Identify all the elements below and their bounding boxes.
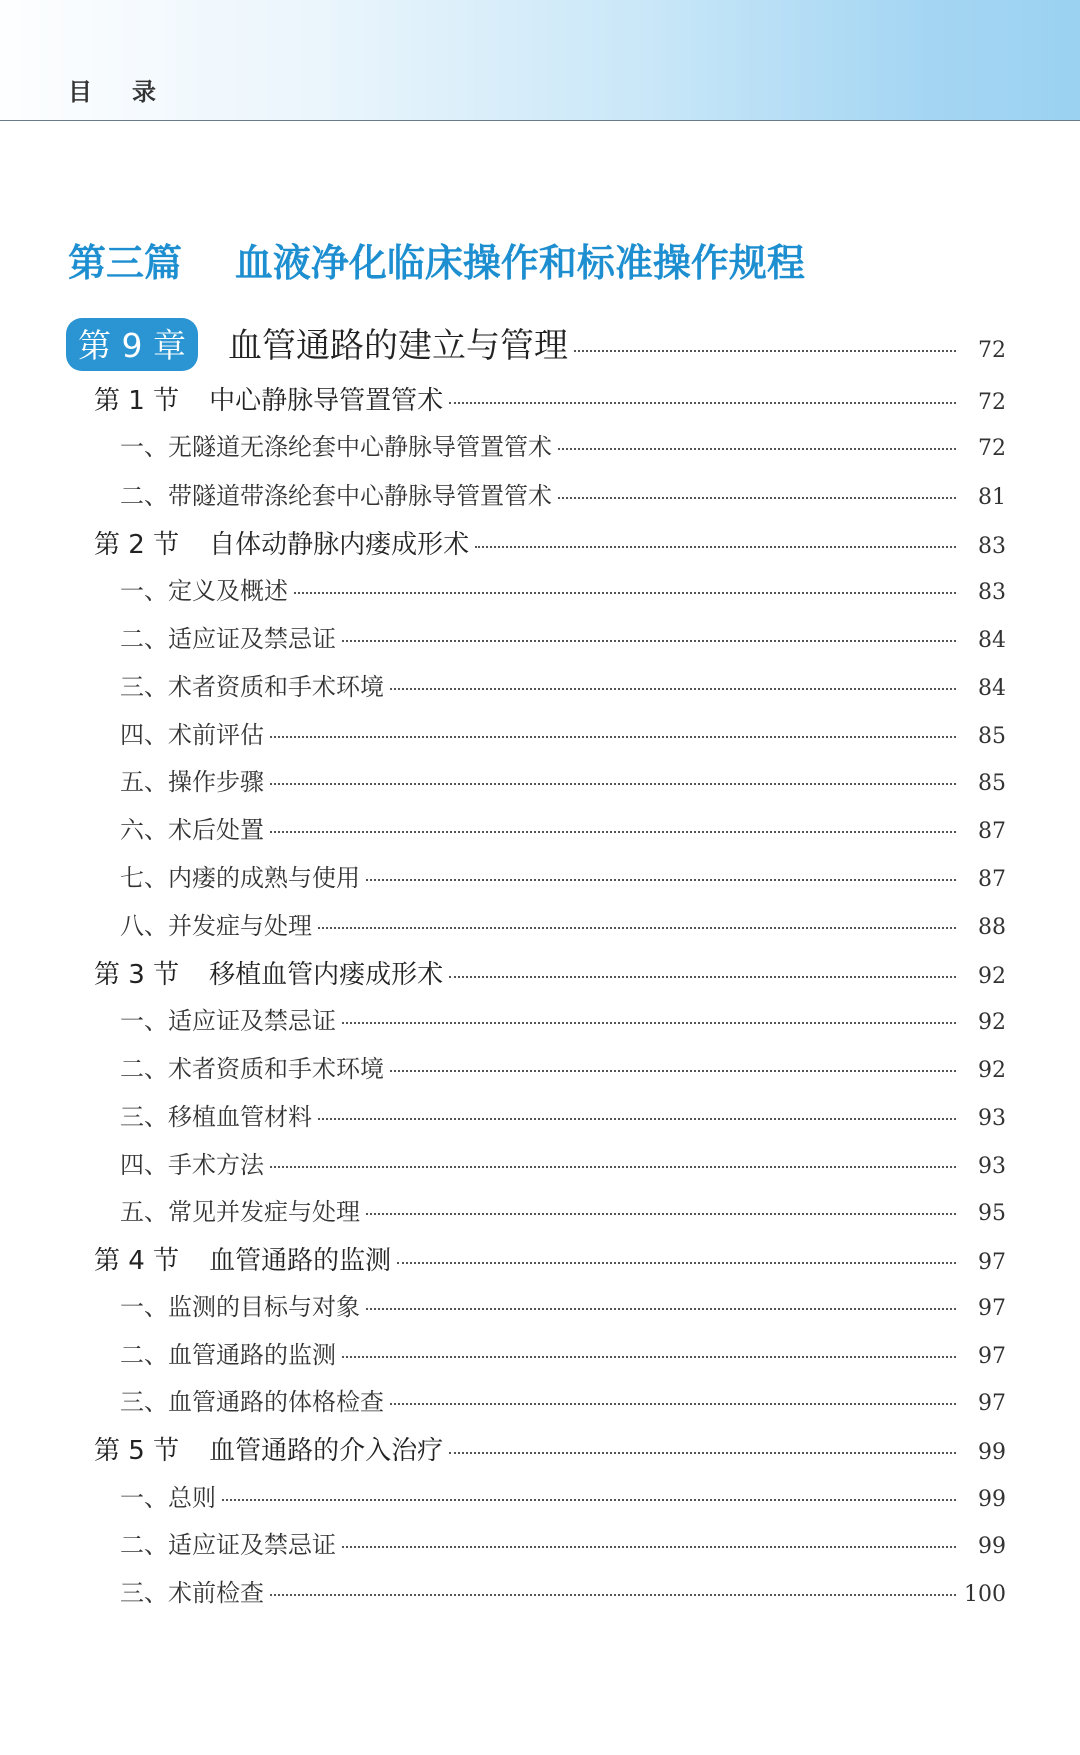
header-band — [0, 0, 1080, 121]
leader-dots — [449, 402, 956, 404]
leader-dots — [318, 1118, 956, 1120]
leader-dots — [222, 1499, 956, 1501]
page-number: 93 — [978, 1106, 1006, 1131]
chapter-entry[interactable] — [66, 318, 1006, 371]
section-entry[interactable] — [94, 1240, 1006, 1277]
page-number: 72 — [978, 390, 1006, 415]
leader-dots — [270, 1166, 956, 1168]
part-title: 第三篇 血液净化临床操作和标准操作规程 — [68, 241, 805, 285]
leader-dots — [390, 1070, 956, 1072]
page-number: 83 — [978, 580, 1006, 605]
item-title: 三、血管通路的体格检查 — [120, 1388, 384, 1416]
item-title: 三、移植血管材料 — [120, 1103, 312, 1131]
leader-dots — [270, 783, 956, 785]
toc-item[interactable] — [120, 1335, 1006, 1370]
toc-item[interactable] — [120, 1001, 1006, 1036]
leader-dots — [270, 1594, 956, 1596]
page-number: 72 — [978, 436, 1006, 461]
toc-item[interactable] — [120, 1049, 1006, 1084]
item-title: 二、带隧道带涤纶套中心静脉导管置管术 — [120, 482, 552, 510]
toc-item[interactable] — [120, 906, 1006, 941]
page-number: 88 — [978, 915, 1006, 940]
item-title: 七、内瘘的成熟与使用 — [120, 864, 360, 892]
leader-dots — [574, 350, 956, 352]
item-title: 二、适应证及禁忌证 — [120, 1531, 336, 1559]
page-number: 99 — [978, 1440, 1006, 1465]
toc-item[interactable] — [120, 571, 1006, 606]
page-number: 87 — [978, 819, 1006, 844]
leader-dots — [270, 736, 956, 738]
toc-item[interactable] — [120, 1097, 1006, 1132]
section-title: 自体动静脉内瘘成形术 — [209, 530, 470, 560]
page-number: 85 — [978, 771, 1006, 796]
toc-item[interactable] — [120, 1573, 1006, 1608]
item-title: 一、无隧道无涤纶套中心静脉导管置管术 — [120, 433, 552, 461]
item-title: 一、总则 — [120, 1484, 216, 1512]
toc-item[interactable] — [120, 427, 1006, 462]
leader-dots — [366, 1308, 956, 1310]
item-title: 三、术者资质和手术环境 — [120, 673, 384, 701]
section-number: 第 3 节 — [94, 960, 180, 990]
section-entry[interactable] — [94, 380, 1006, 417]
section-number: 第 5 节 — [94, 1436, 180, 1466]
page-number: 85 — [978, 724, 1006, 749]
section-number: 第 1 节 — [94, 386, 180, 416]
page-number: 100 — [964, 1582, 1006, 1607]
page-number: 83 — [978, 534, 1006, 559]
item-title: 八、并发症与处理 — [120, 912, 312, 940]
item-title: 二、适应证及禁忌证 — [120, 625, 336, 653]
page-number: 72 — [978, 338, 1006, 363]
leader-dots — [342, 640, 956, 642]
chapter-badge: 第 9 章 — [66, 318, 198, 371]
page-number: 84 — [978, 676, 1006, 701]
leader-dots — [558, 448, 956, 450]
item-title: 一、适应证及禁忌证 — [120, 1007, 336, 1035]
leader-dots — [449, 976, 956, 978]
item-title: 二、血管通路的监测 — [120, 1341, 336, 1369]
page-number: 95 — [978, 1201, 1006, 1226]
section-entry[interactable] — [94, 1430, 1006, 1467]
section-entry[interactable] — [94, 954, 1006, 991]
section-number: 第 4 节 — [94, 1246, 180, 1276]
leader-dots — [366, 879, 956, 881]
item-title: 四、手术方法 — [120, 1151, 264, 1179]
leader-dots — [475, 546, 956, 548]
toc-item[interactable] — [120, 1382, 1006, 1417]
section-title: 中心静脉导管置管术 — [209, 386, 444, 416]
leader-dots — [397, 1262, 956, 1264]
item-title: 一、定义及概述 — [120, 577, 288, 605]
toc-item[interactable] — [120, 1287, 1006, 1322]
item-title: 五、操作步骤 — [120, 768, 264, 796]
section-number: 第 2 节 — [94, 530, 180, 560]
toc-item[interactable] — [120, 762, 1006, 797]
page-number: 99 — [978, 1534, 1006, 1559]
section-title: 血管通路的介入治疗 — [209, 1436, 444, 1466]
page-number: 97 — [978, 1391, 1006, 1416]
page-number: 92 — [978, 1058, 1006, 1083]
toc-item[interactable] — [120, 667, 1006, 702]
item-title: 四、术前评估 — [120, 721, 264, 749]
leader-dots — [558, 497, 956, 499]
page-number: 81 — [978, 485, 1006, 510]
toc-item[interactable] — [120, 1192, 1006, 1227]
page-header-title: 目录 — [68, 78, 196, 106]
page-number: 97 — [978, 1344, 1006, 1369]
toc-item[interactable] — [120, 1525, 1006, 1560]
chapter-title: 血管通路的建立与管理 — [227, 326, 568, 366]
leader-dots — [449, 1452, 956, 1454]
leader-dots — [294, 592, 956, 594]
leader-dots — [318, 927, 956, 929]
page-number: 93 — [978, 1154, 1006, 1179]
item-title: 五、常见并发症与处理 — [120, 1198, 360, 1226]
toc-item[interactable] — [120, 810, 1006, 845]
leader-dots — [342, 1022, 956, 1024]
section-title: 移植血管内瘘成形术 — [209, 960, 444, 990]
page-number: 84 — [978, 628, 1006, 653]
section-entry[interactable] — [94, 524, 1006, 561]
page-number: 87 — [978, 867, 1006, 892]
item-title: 三、术前检查 — [120, 1579, 264, 1607]
page-number: 92 — [978, 964, 1006, 989]
item-title: 二、术者资质和手术环境 — [120, 1055, 384, 1083]
toc-item[interactable] — [120, 619, 1006, 654]
page-number: 92 — [978, 1010, 1006, 1035]
item-title: 六、术后处置 — [120, 816, 264, 844]
leader-dots — [342, 1546, 956, 1548]
leader-dots — [366, 1213, 956, 1215]
leader-dots — [390, 688, 956, 690]
page-number: 99 — [978, 1487, 1006, 1512]
toc-item[interactable] — [120, 1145, 1006, 1180]
toc-item[interactable] — [120, 858, 1006, 893]
toc-item[interactable] — [120, 715, 1006, 750]
toc-item[interactable] — [120, 476, 1006, 511]
page-number: 97 — [978, 1250, 1006, 1275]
toc-item[interactable] — [120, 1478, 1006, 1513]
page-number: 97 — [978, 1296, 1006, 1321]
leader-dots — [342, 1356, 956, 1358]
leader-dots — [390, 1403, 956, 1405]
item-title: 一、监测的目标与对象 — [120, 1293, 360, 1321]
leader-dots — [270, 831, 956, 833]
section-title: 血管通路的监测 — [209, 1246, 392, 1276]
